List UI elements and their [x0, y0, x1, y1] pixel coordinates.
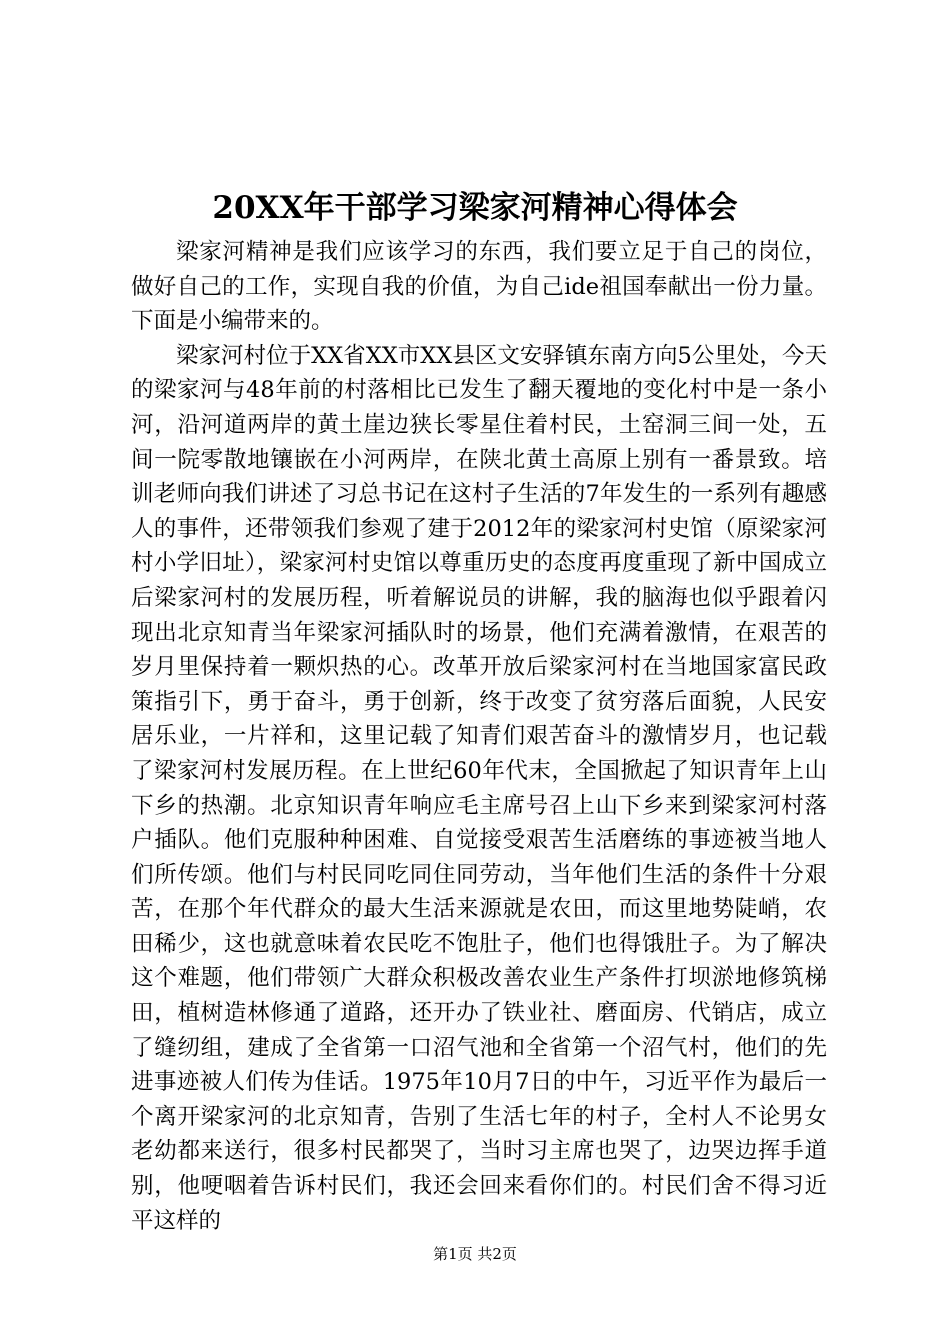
paragraph-main: 梁家河村位于XX省XX市XX县区文安驿镇东南方向5公里处，今天的梁家河与48年前的村落相比已发生了翻天覆地的变化村中是一条小河，沿河道两岸的黄土崖边狭长零星住着村民，土窑洞三间一处，五间一院零散地镶嵌在小河两岸，在陕北黄土高原上别有一番景致。培训老师向我们讲述了习总书记在这村子生活的7年发生的一系列有趣感人的事件，还带领我们参观了建于2012年的梁家河村史馆（原梁家河村小学旧址），梁家河村史馆以尊重历史的态度再度重现了新中国成立后梁家河村的发展历程，听着解说员的讲解，我的脑海也似乎跟着闪现出北京知青当年梁家河插队时的场景，他们充满着激情，在艰苦的岁月里保持着一颗炽热的心。改革开放后梁家河村在当地国家富民政策指引下，勇于奋斗，勇于创新，终于改变了贫穷落后面貌，人民安居乐业，一片祥和，这里记载了知青们艰苦奋斗的激情岁月，也记载了梁家河村发展历程。在上世纪60年代末，全国掀起了知识青年上山下乡的热潮。北京知识青年响应毛主席号召上山下乡来到梁家河村落户插队。他们克服种种困难、自觉接受艰苦生活磨练的事迹被当地人们所传颂。他们与村民同吃同住同劳动，当年他们生活的条件十分艰苦，在那个年代群众的最大生活来源就是农田，而这里地势陡峭，农田稀少，这也就意味着农民吃不饱肚子，他们也得饿肚子。为了解决这个难题，他们带领广大群众积极改善农业生产条件打坝淤地修筑梯田，植树造林修通了道路，还开办了铁业社、磨面房、代销店，成立了缝纫组，建成了全省第一口沼气池和全省第一个沼气村，他们的先进事迹被人们传为佳话。1975年10月7日的中午，习近平作为最后一个离开梁家河的北京知青，告别了生活七年的村子，全村人不论男女老幼都来送行，很多村民都哭了，当时习主席也哭了，边哭边挥手道别，他哽咽着告诉村民们，我还会回来看你们的。村民们舍不得习近平这样的: [131, 342, 827, 1234]
paragraph-intro: 梁家河精神是我们应该学习的东西，我们要立足于自己的岗位，做好自己的工作，实现自我的价值，为自己ide祖国奉献出一份力量。下面是小编带来的。: [131, 239, 827, 335]
page-number-footer: 第1页 共2页: [433, 1245, 517, 1263]
document-title: 20XX年干部学习梁家河精神心得体会: [212, 190, 738, 226]
document-body: [131, 235, 827, 1238]
